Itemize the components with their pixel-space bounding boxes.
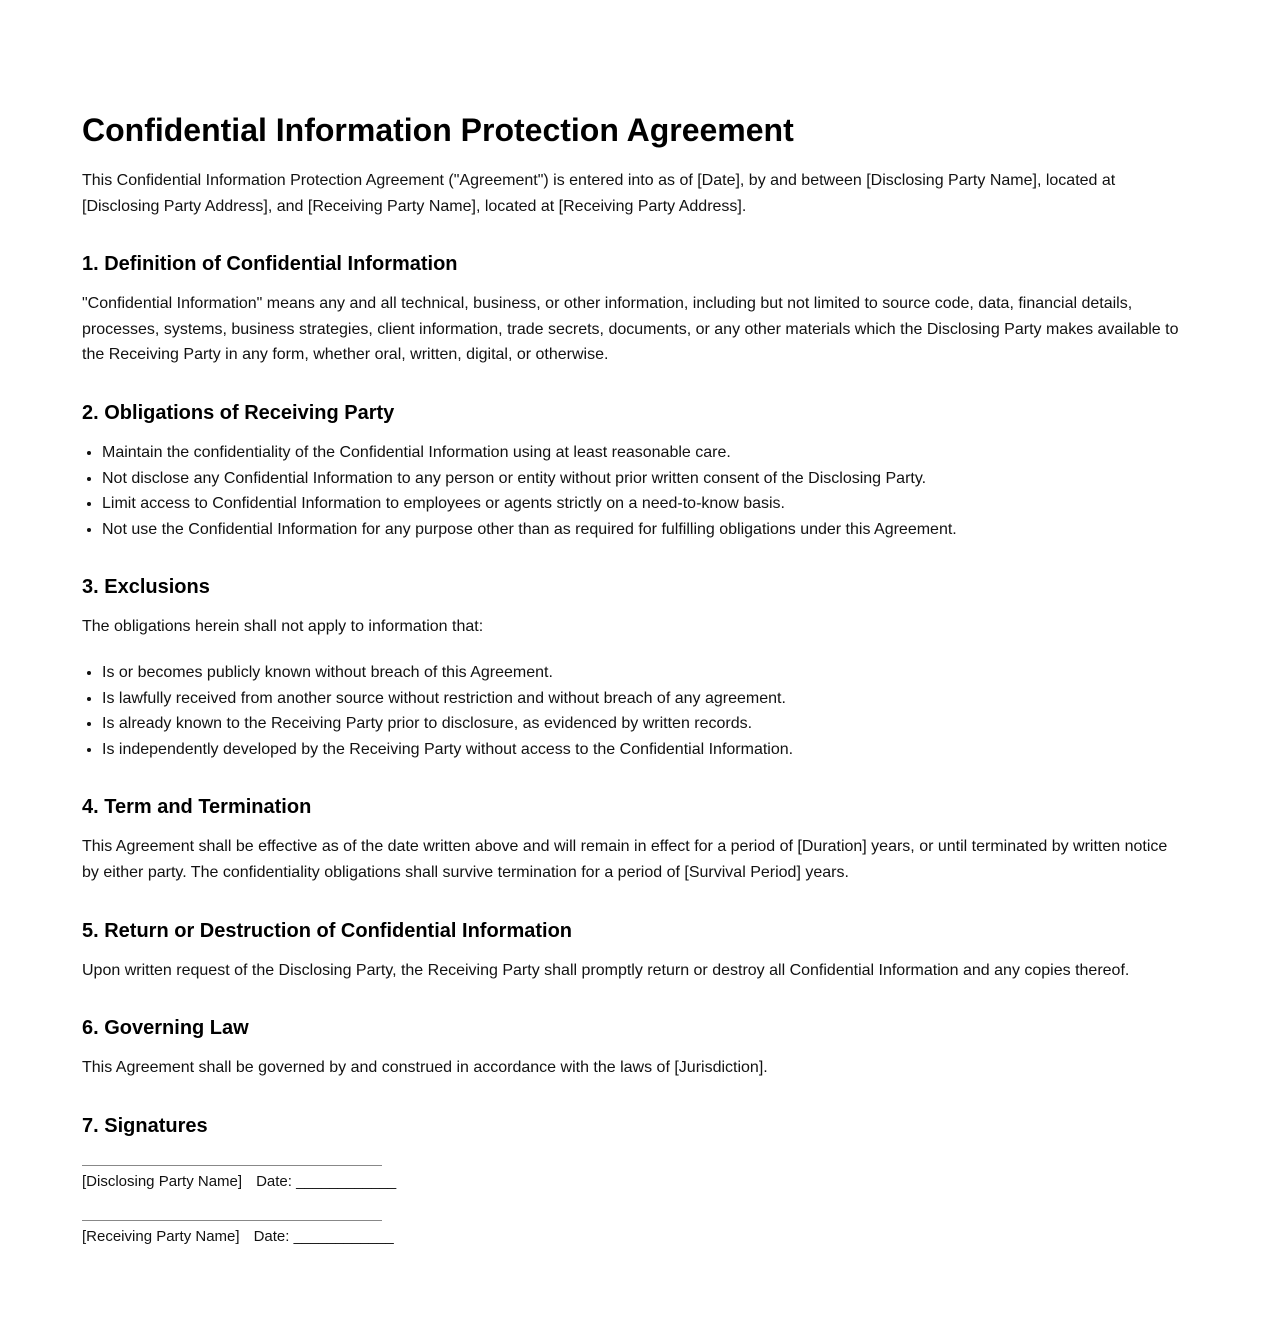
section-body: "Confidential Information" means any and all technical, business, or other information, including but not limited to source code, data, financial details, processes, systems, business strategies, client information, trade secrets, documents, or any other materials which the Disclosing Party makes available to the Receiving Party in any form, whether oral, written, digital, or otherwise. xyxy=(82,295,1179,364)
signature-block-disclosing xyxy=(82,1165,1181,1192)
document-title: Confidential Information Protection Agreement xyxy=(82,112,794,148)
section-obligations xyxy=(82,400,1181,542)
section-heading: 7. Signatures xyxy=(82,1114,208,1137)
section-exclusions xyxy=(82,574,1181,762)
signature-label xyxy=(82,1172,1181,1192)
signature-line xyxy=(82,1220,382,1221)
list-item: • Is independently developed by the Receiving Party without access to the Confidential Information. xyxy=(102,737,1181,763)
section-definition xyxy=(82,251,1181,368)
signature-date: Date: ____________ xyxy=(256,1172,397,1190)
section-term xyxy=(82,794,1181,885)
obligations-list xyxy=(82,440,1181,542)
section-body: The obligations herein shall not apply to information that: xyxy=(82,618,484,636)
signer-name: [Receiving Party Name] xyxy=(82,1227,240,1245)
signature-area xyxy=(82,1165,1181,1247)
signature-date: Date: ____________ xyxy=(253,1227,394,1245)
list-item: • Is or becomes publicly known without breach of this Agreement. xyxy=(102,660,1181,686)
section-body: This Agreement shall be governed by and construed in accordance with the laws of [Jurisdiction]. xyxy=(82,1059,768,1077)
section-body: Upon written request of the Disclosing Party, the Receiving Party shall promptly return or destroy all Confidential Information and any copies thereof. xyxy=(82,961,1130,979)
signature-block-receiving xyxy=(82,1220,1181,1247)
section-heading: 5. Return or Destruction of Confidential Information xyxy=(82,919,572,942)
section-heading: 3. Exclusions xyxy=(82,576,210,599)
list-item: • Limit access to Confidential Information to employees or agents strictly on a need-to-know basis. xyxy=(102,491,1181,517)
list-item: • Is already known to the Receiving Party prior to disclosure, as evidenced by written records. xyxy=(102,711,1181,737)
signature-line xyxy=(82,1165,382,1166)
section-heading: 2. Obligations of Receiving Party xyxy=(82,401,395,424)
section-heading: 1. Definition of Confidential Information xyxy=(82,253,458,276)
list-item: • Not disclose any Confidential Information to any person or entity without prior written consent of the Disclosing Party. xyxy=(102,466,1181,492)
section-heading: 4. Term and Termination xyxy=(82,796,312,819)
list-item: • Not use the Confidential Information for any purpose other than as required for fulfilling obligations under this Agreement. xyxy=(102,517,1181,543)
intro-paragraph: This Confidential Information Protection Agreement ("Agreement") is entered into as of [Date], by and between [Disclosing Party Name], located at [Disclosing Party Address], and [Receiving Party Name], located at [Receiving Party Address]. xyxy=(82,172,1116,215)
list-item: • Maintain the confidentiality of the Confidential Information using at least reasonable care. xyxy=(102,440,1181,466)
section-body: This Agreement shall be effective as of the date written above and will remain in effect for a period of [Duration] years, or until terminated by written notice by either party. The confidentiality obligations shall survive termination for a period of [Survival Period] years. xyxy=(82,838,1168,881)
section-heading: 6. Governing Law xyxy=(82,1017,249,1040)
section-signatures xyxy=(82,1113,1181,1247)
section-governing-law xyxy=(82,1015,1181,1081)
signature-label xyxy=(82,1227,1181,1247)
signer-name: [Disclosing Party Name] xyxy=(82,1172,243,1190)
list-item: • Is lawfully received from another source without restriction and without breach of any agreement. xyxy=(102,686,1181,712)
exclusions-list xyxy=(82,660,1181,762)
section-return xyxy=(82,918,1181,984)
